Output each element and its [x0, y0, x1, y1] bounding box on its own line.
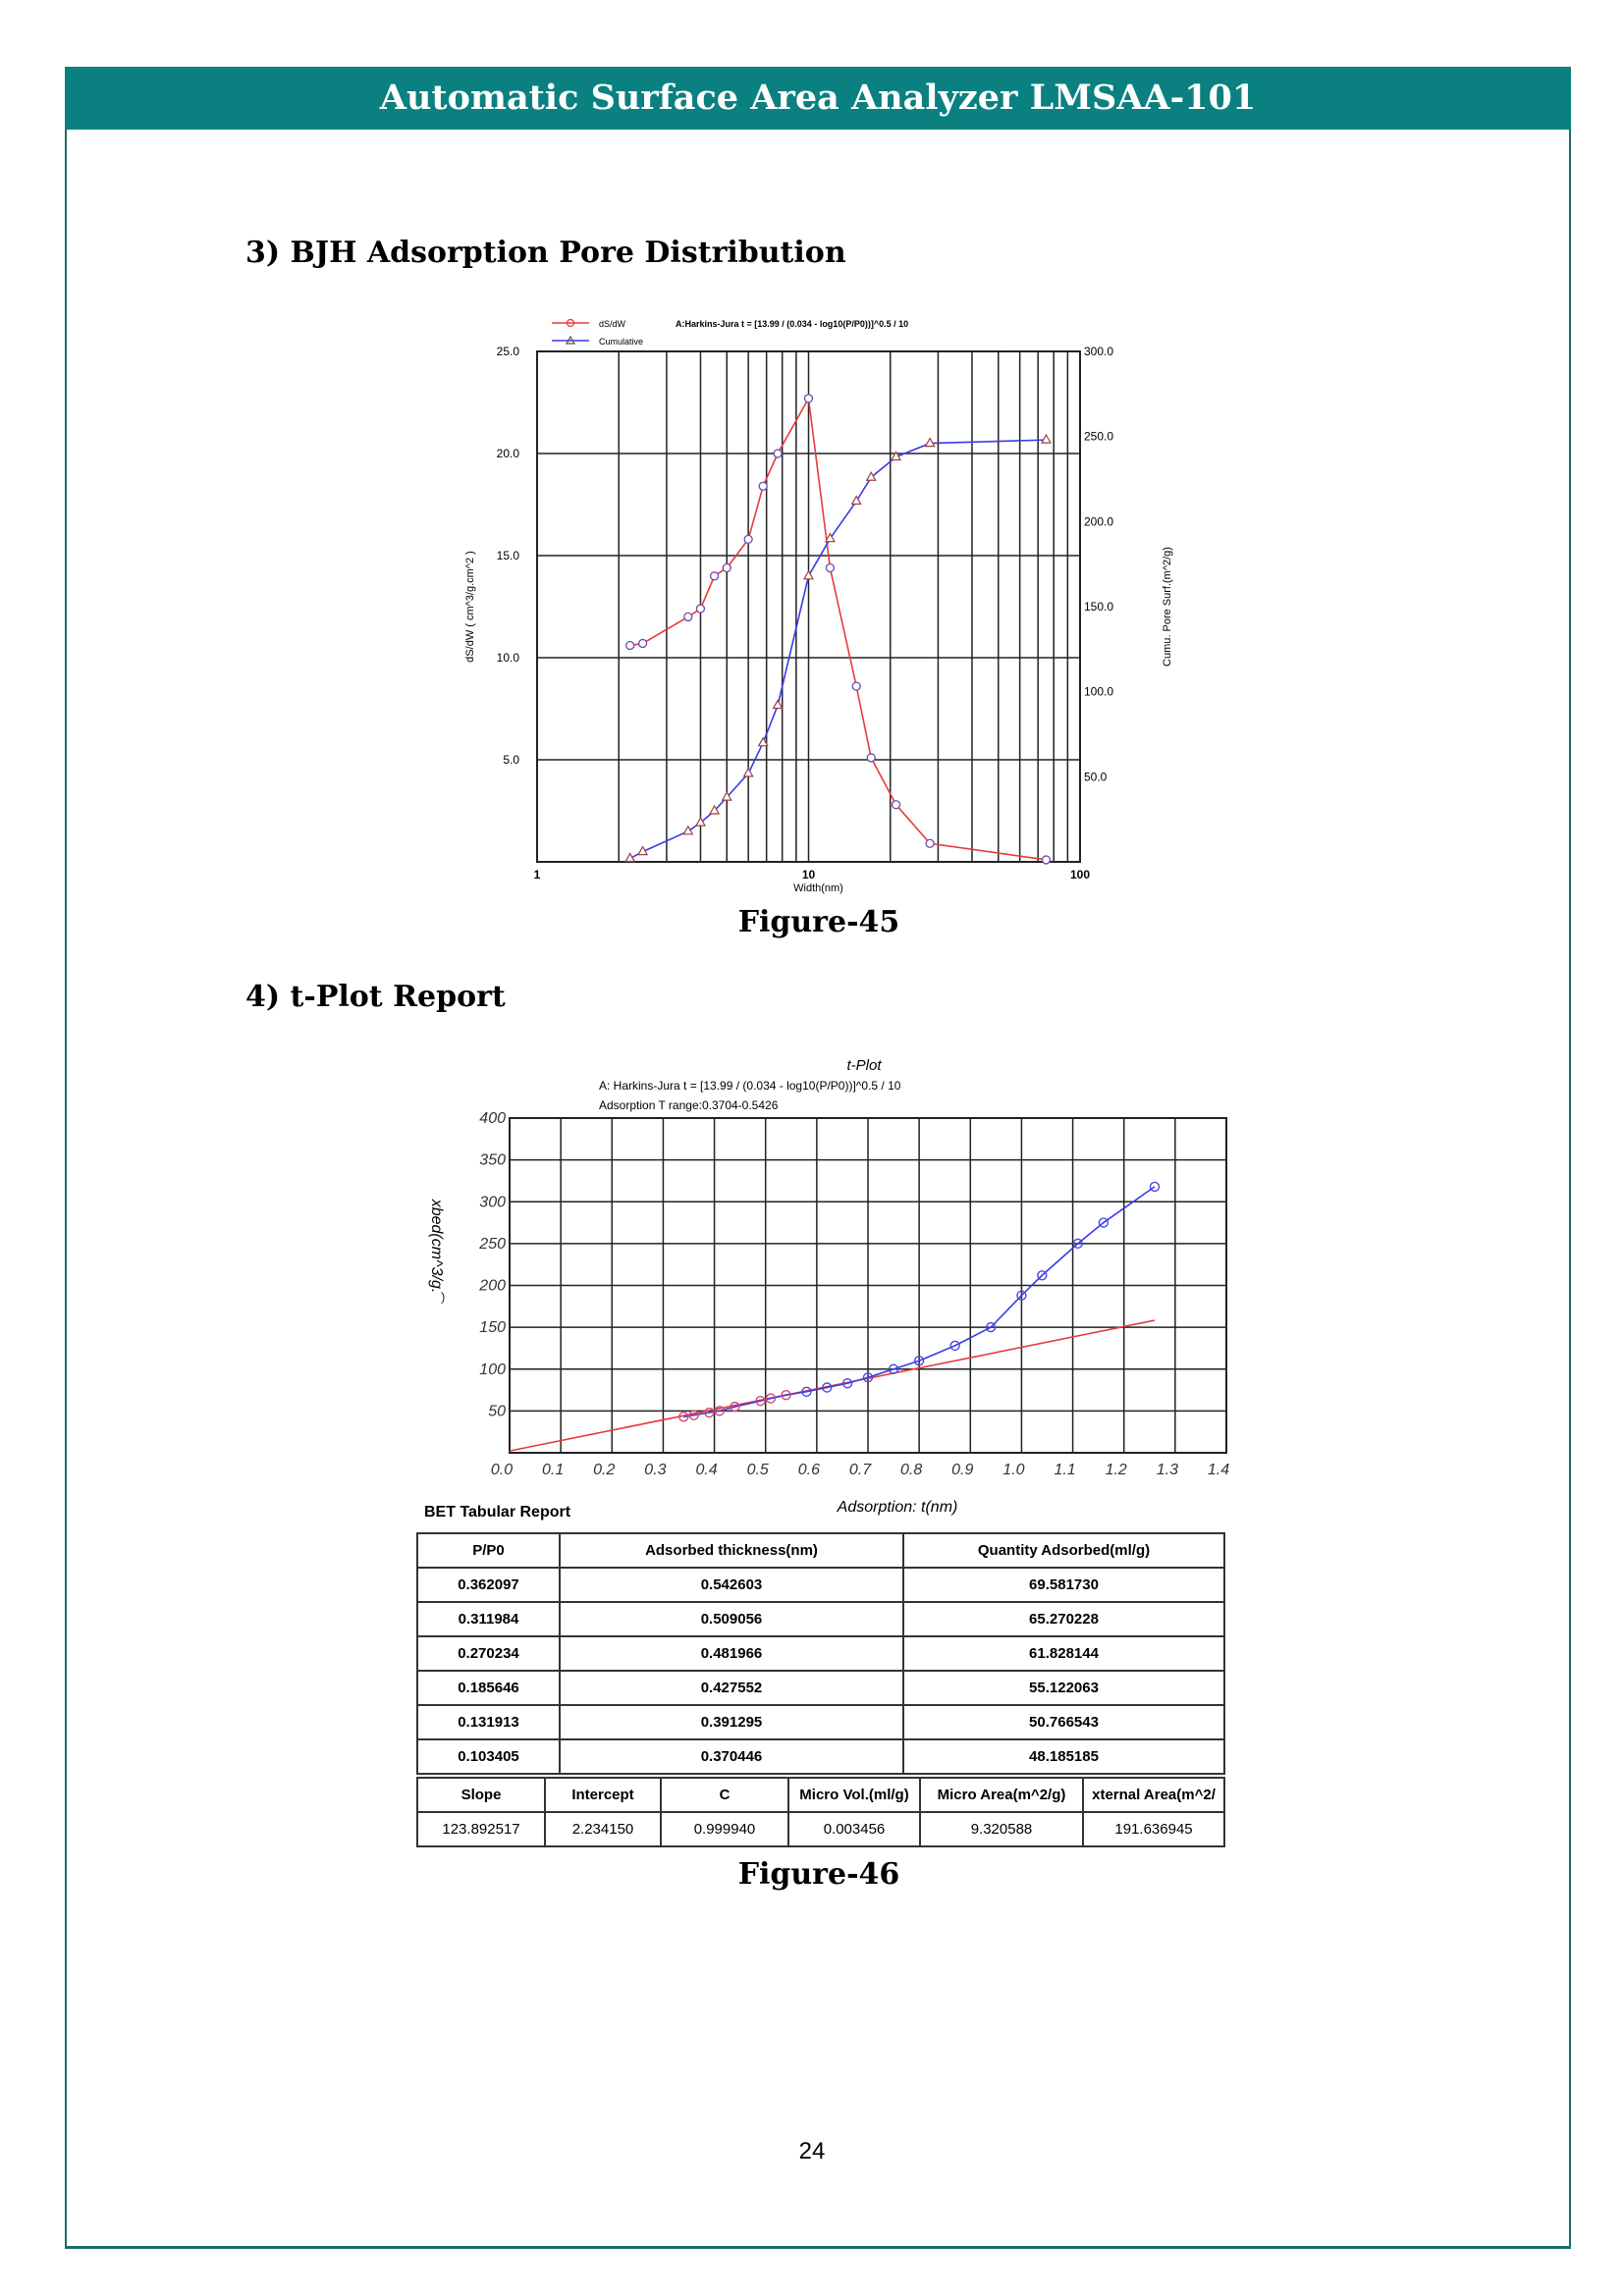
table-row [417, 1705, 1224, 1739]
y-tick-label: 25.0 [496, 345, 519, 358]
summary-value-row [417, 1812, 1224, 1846]
x-tick-label: 10 [801, 868, 816, 881]
table-row [417, 1602, 1224, 1636]
bjh-pore-distribution-chart [432, 312, 1198, 901]
table-cell: 61.828144 [903, 1636, 1224, 1671]
section-heading-tplot: 4) t-Plot Report [245, 980, 506, 1014]
table-cell: 0.999940 [661, 1812, 788, 1846]
x-tick-label: 0.2 [593, 1462, 616, 1478]
table-cell: 69.581730 [903, 1568, 1224, 1602]
y-tick-label: 350 [479, 1151, 506, 1169]
section-heading-bjh: 3) BJH Adsorption Pore Distribution [245, 236, 846, 270]
header-cell: C [661, 1778, 788, 1812]
x-tick-label: 1 [533, 868, 541, 881]
table-cell: 0.509056 [560, 1602, 903, 1636]
y2-tick-label: 300.0 [1084, 345, 1114, 358]
y2-axis-label: Cumu. Pore Surf.(m^2/g) [1162, 547, 1173, 667]
document-header: Automatic Surface Area Analyzer LMSAA-101 [65, 67, 1571, 130]
table-cell: 0.362097 [417, 1568, 560, 1602]
y-tick-label: 100 [479, 1361, 506, 1378]
y-tick-label: 150 [479, 1319, 506, 1337]
bet-summary-table [416, 1777, 1225, 1847]
figure-46-caption: Figure-46 [737, 1857, 900, 1892]
data-point [711, 572, 719, 580]
table-cell: 0.311984 [417, 1602, 560, 1636]
table-row [417, 1568, 1224, 1602]
y-axis-label: xbed(cm^3/g.͡ [428, 1199, 445, 1294]
chart-title: t-Plot [846, 1057, 882, 1074]
table-header-row [417, 1533, 1224, 1568]
chart-subtitle: A: Harkins-Jura t = [13.99 / (0.034 - log10(P/P0))]^0.5 / 10 [599, 1079, 901, 1093]
y2-tick-label: 200.0 [1084, 514, 1114, 529]
data-point [684, 613, 692, 620]
table-cell: 55.122063 [903, 1671, 1224, 1705]
data-point [639, 639, 647, 647]
x-tick-label: 0.9 [951, 1462, 974, 1478]
y-tick-label: 50 [488, 1403, 506, 1420]
legend-label: dS/dW [599, 319, 626, 329]
y2-tick-label: 150.0 [1084, 600, 1114, 614]
y-axis-label: dS/dW ( cm^3/g.cm^2 ) [464, 551, 476, 663]
table-row [417, 1671, 1224, 1705]
x-tick-label: 0.5 [746, 1462, 769, 1478]
table-cell: 65.270228 [903, 1602, 1224, 1636]
table-cell: 0.270234 [417, 1636, 560, 1671]
data-point [744, 535, 752, 543]
table-cell: 0.481966 [560, 1636, 903, 1671]
x-tick-label: 0.7 [848, 1462, 872, 1478]
x-tick-label: 0.4 [695, 1462, 718, 1478]
header-cell: Quantity Adsorbed(ml/g) [903, 1533, 1224, 1568]
table-cell: 0.391295 [560, 1705, 903, 1739]
x-tick-label: 1.2 [1105, 1462, 1127, 1478]
header-cell: Adsorbed thickness(nm) [560, 1533, 903, 1568]
table-cell: 0.427552 [560, 1671, 903, 1705]
x-tick-label: 1.4 [1207, 1462, 1230, 1478]
page-number: 24 [798, 2138, 826, 2164]
y-tick-label: 250 [479, 1235, 506, 1253]
table-cell: 123.892517 [417, 1812, 545, 1846]
header-cell: Slope [417, 1778, 545, 1812]
data-point [926, 839, 934, 847]
bet-tabular-report [416, 1532, 1225, 1775]
y-tick-label: 15.0 [496, 549, 519, 562]
table-cell: 191.636945 [1083, 1812, 1224, 1846]
chart-subtitle: Adsorption T range:0.3704-0.5426 [599, 1098, 779, 1112]
x-tick-label: 100 [1069, 868, 1091, 881]
y-tick-label: 20.0 [496, 447, 519, 460]
y-tick-label: 10.0 [496, 651, 519, 665]
data-point [626, 642, 634, 650]
data-point [867, 754, 875, 762]
table-cell: 0.370446 [560, 1739, 903, 1774]
summary-header-row [417, 1778, 1224, 1812]
table-cell: 0.185646 [417, 1671, 560, 1705]
data-point [723, 563, 731, 571]
table-cell: 2.234150 [545, 1812, 661, 1846]
y2-tick-label: 100.0 [1084, 684, 1114, 699]
y-tick-label: 300 [479, 1194, 506, 1211]
x-tick-label: 1.0 [1002, 1462, 1025, 1478]
figure-45-caption: Figure-45 [737, 905, 900, 939]
x-axis-label: Adsorption: t(nm) [837, 1499, 958, 1516]
y-tick-label: 5.0 [503, 753, 519, 767]
table-cell: 0.131913 [417, 1705, 560, 1739]
x-tick-label: 0.6 [797, 1462, 820, 1478]
table-cell: 0.003456 [788, 1812, 920, 1846]
data-point [759, 482, 767, 490]
table-row [417, 1636, 1224, 1671]
data-point [852, 682, 860, 690]
table-cell: 9.320588 [920, 1812, 1083, 1846]
data-point [774, 450, 782, 457]
legend-label: Cumulative [599, 337, 644, 347]
y-tick-label: 200 [479, 1277, 506, 1295]
x-tick-label: 1.1 [1054, 1462, 1076, 1478]
x-tick-label: 0.3 [644, 1462, 667, 1478]
y2-tick-label: 50.0 [1084, 770, 1108, 784]
header-cell: P/P0 [417, 1533, 560, 1568]
formula-label: A:Harkins-Jura t = [13.99 / (0.034 - log10(P/P0))]^0.5 / 10 [676, 319, 909, 329]
table-cell: 0.103405 [417, 1739, 560, 1774]
table-cell: 0.542603 [560, 1568, 903, 1602]
x-axis-label: Width(nm) [793, 882, 843, 894]
data-point [826, 563, 834, 571]
header-cell: Intercept [545, 1778, 661, 1812]
header-cell: Micro Area(m^2/g) [920, 1778, 1083, 1812]
data-point [696, 605, 704, 613]
x-tick-label: 0.1 [542, 1462, 565, 1478]
x-tick-label: 1.3 [1156, 1462, 1178, 1478]
data-point [893, 801, 900, 809]
table-row [417, 1739, 1224, 1774]
data-point [805, 395, 813, 402]
t-plot-chart [412, 1055, 1237, 1517]
table-cell: 48.185185 [903, 1739, 1224, 1774]
header-cell: Micro Vol.(ml/g) [788, 1778, 920, 1812]
x-tick-label: 0.8 [900, 1462, 923, 1478]
header-cell: xternal Area(m^2/ [1083, 1778, 1224, 1812]
y-tick-label: 400 [479, 1110, 506, 1127]
y2-tick-label: 250.0 [1084, 429, 1114, 444]
x-tick-label: 0.0 [490, 1462, 514, 1478]
table-cell: 50.766543 [903, 1705, 1224, 1739]
bet-table-title: BET Tabular Report [424, 1504, 571, 1521]
data-point [1042, 856, 1050, 864]
